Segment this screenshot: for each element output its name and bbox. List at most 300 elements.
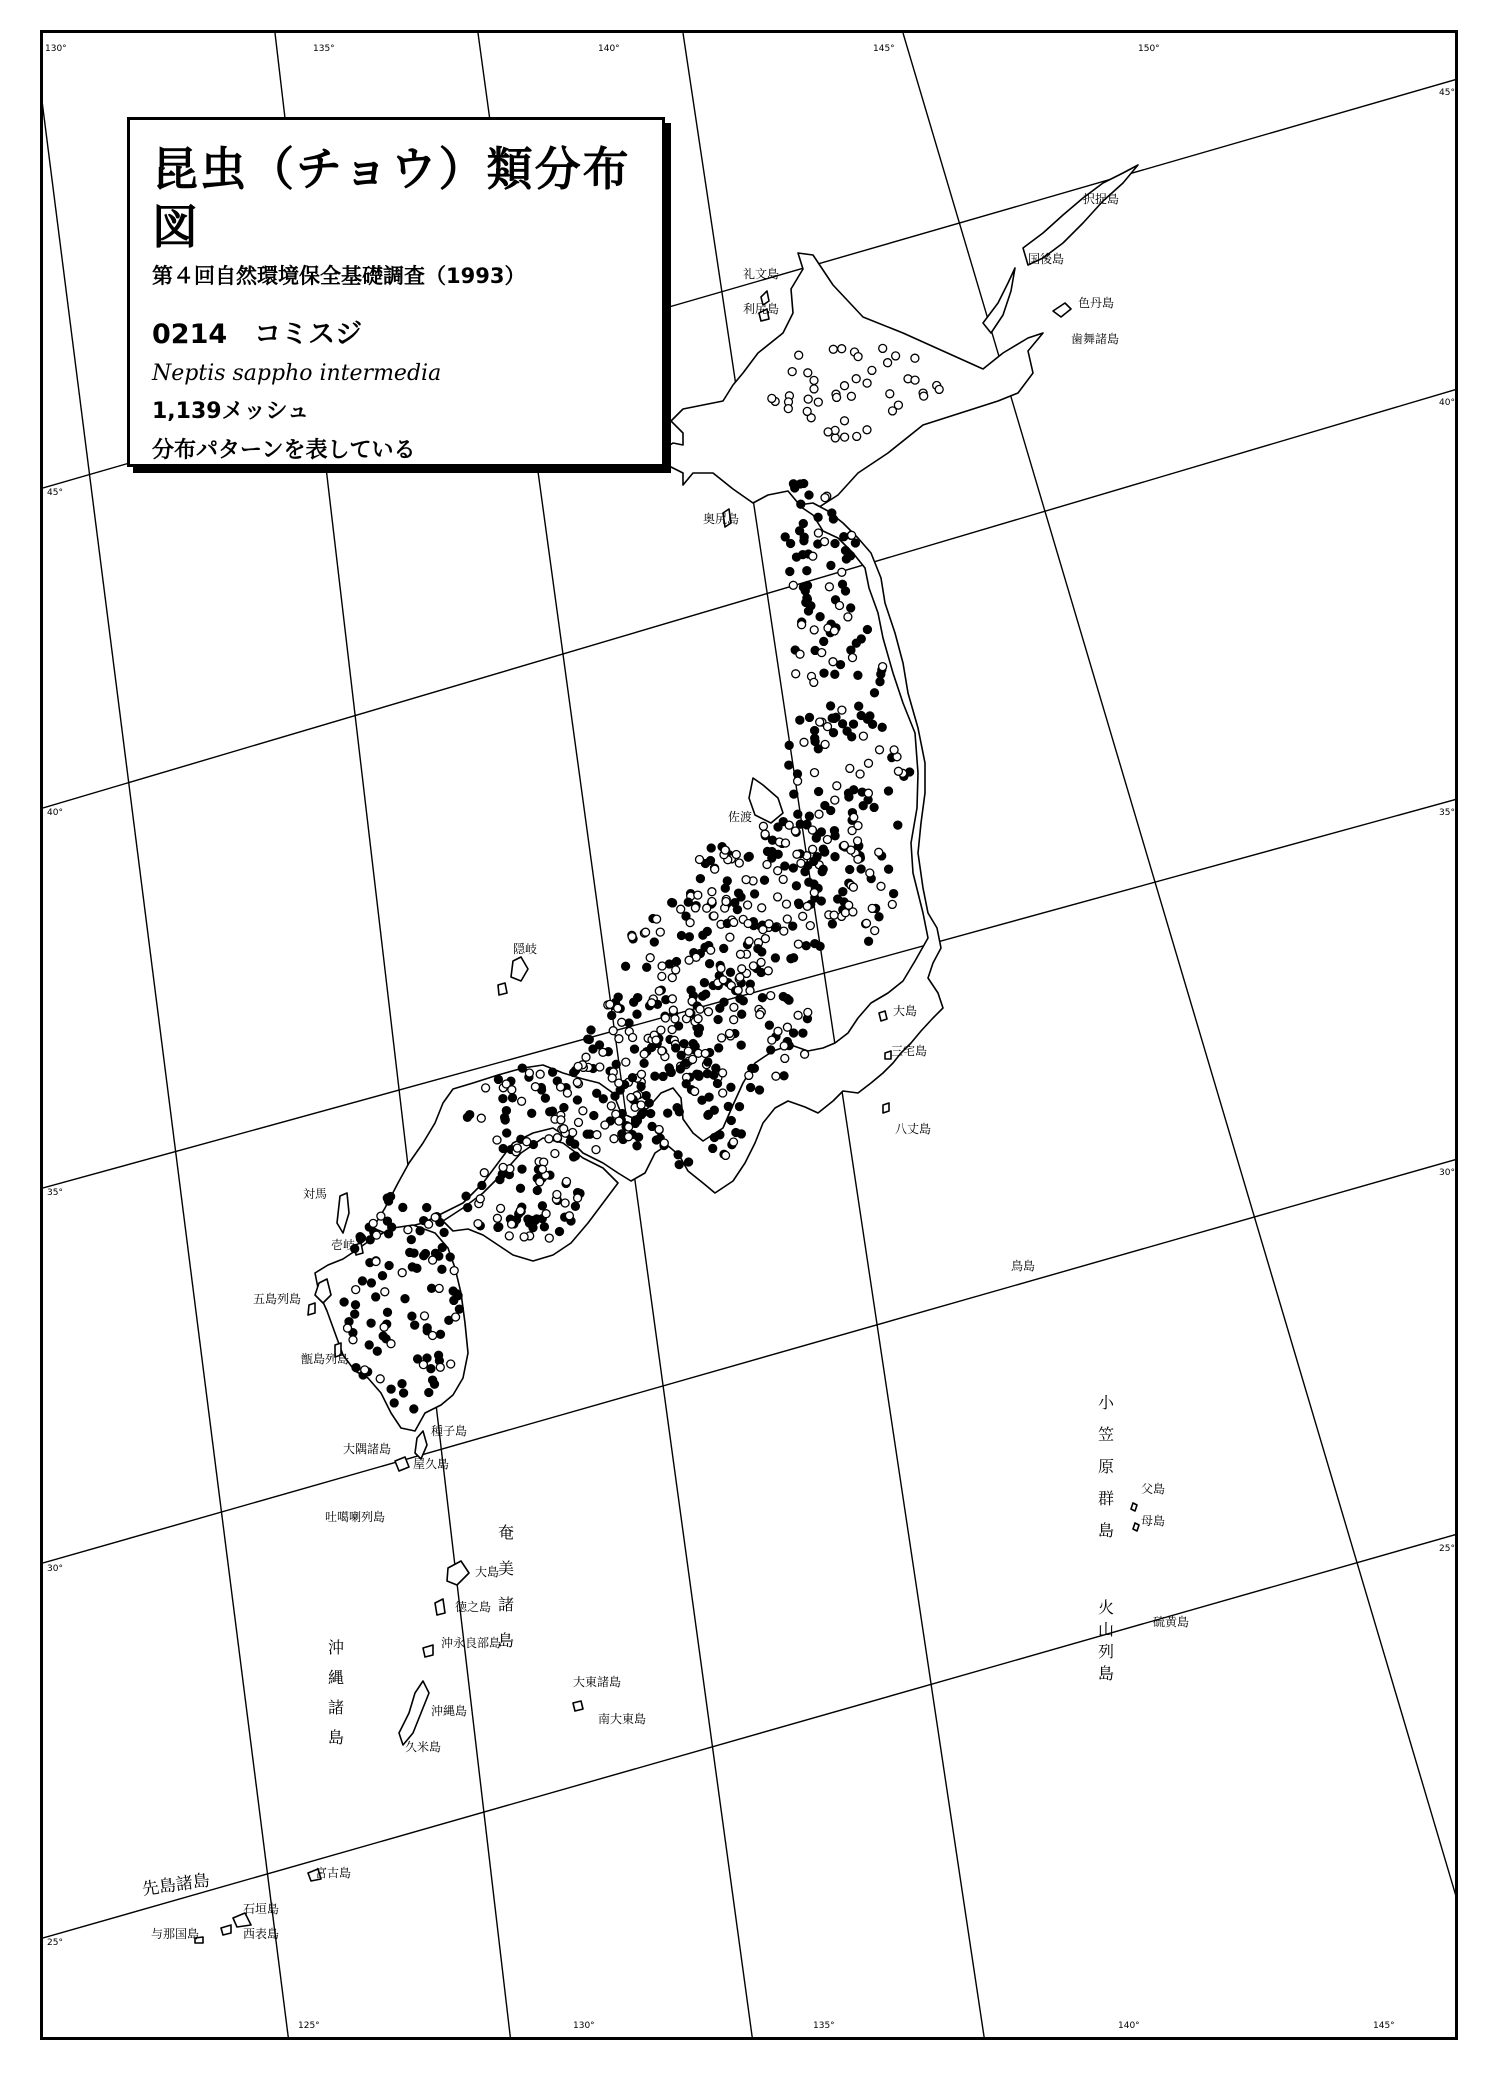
place-label-koshiki: 甑島列島	[301, 1352, 350, 1366]
filled-dot	[387, 1385, 395, 1393]
filled-dot	[400, 1389, 408, 1397]
filled-dot	[365, 1341, 373, 1349]
open-dot	[732, 851, 740, 859]
open-dot	[361, 1366, 369, 1374]
open-dot	[830, 911, 838, 919]
open-dot	[765, 920, 773, 928]
filled-dot	[398, 1380, 406, 1388]
survey-name: 第４回自然環境保全基礎調査（1993）	[152, 264, 526, 288]
open-dot	[637, 1101, 645, 1109]
open-dot	[685, 1009, 693, 1017]
open-dot	[717, 964, 725, 972]
filled-dot	[440, 1228, 448, 1236]
filled-dot	[758, 994, 766, 1002]
place-label-oshima_izu: 大島	[893, 1004, 918, 1018]
open-dot	[792, 670, 800, 678]
open-dot	[450, 1267, 458, 1275]
open-dot	[780, 927, 788, 935]
top-longitude-label: 140°	[598, 44, 620, 54]
filled-dot	[789, 922, 797, 930]
open-dot	[864, 789, 872, 797]
filled-dot	[863, 626, 871, 634]
open-dot	[352, 1286, 360, 1294]
filled-dot	[803, 567, 811, 575]
open-dot	[684, 1047, 692, 1055]
place-label-tokara: 吐噶喇列島	[325, 1510, 386, 1524]
open-dot	[795, 351, 803, 359]
open-dot	[809, 552, 817, 560]
open-dot	[726, 1029, 734, 1037]
filled-dot	[736, 1103, 744, 1111]
open-dot	[553, 1134, 561, 1142]
open-dot	[788, 368, 796, 376]
open-dot	[779, 875, 787, 883]
open-dot	[774, 893, 782, 901]
place-label-kunashiri: 国後島	[1028, 252, 1065, 266]
open-dot	[574, 1062, 582, 1070]
open-dot	[551, 1150, 559, 1158]
open-dot	[821, 494, 829, 502]
filled-dot	[680, 1040, 688, 1048]
open-dot	[838, 706, 846, 714]
filled-dot	[423, 1204, 431, 1212]
open-dot	[545, 1234, 553, 1242]
place-label-miyake: 三宅島	[891, 1044, 928, 1058]
filled-dot	[431, 1380, 439, 1388]
filled-dot	[509, 1094, 517, 1102]
open-dot	[520, 1233, 528, 1241]
open-dot	[847, 846, 855, 854]
filled-dot	[799, 551, 807, 559]
filled-dot	[556, 1228, 564, 1236]
place-label-hahajima: 母島	[1141, 1514, 1166, 1528]
island-oki	[498, 957, 528, 995]
parallel-line	[43, 1158, 1458, 1563]
open-dot	[599, 1048, 607, 1056]
open-dot	[849, 654, 857, 662]
filled-dot	[634, 994, 642, 1002]
open-dot	[668, 974, 676, 982]
open-dot	[876, 746, 884, 754]
filled-dot	[411, 1321, 419, 1329]
open-dot	[596, 1063, 604, 1071]
open-dot	[696, 1005, 704, 1013]
filled-dot	[571, 1140, 579, 1148]
filled-dot	[478, 1181, 486, 1189]
place-label-yakushima: 屋久島	[413, 1457, 450, 1471]
filled-dot	[587, 1026, 595, 1034]
open-dot	[536, 1070, 544, 1078]
filled-dot	[672, 1044, 680, 1052]
filled-dot	[352, 1301, 360, 1309]
open-dot	[730, 1003, 738, 1011]
filled-dot	[387, 1193, 395, 1201]
filled-dot	[890, 890, 898, 898]
place-label-amami-group: 奄美諸島	[498, 1523, 515, 1650]
filled-dot	[540, 1223, 548, 1231]
filled-dot	[847, 646, 855, 654]
open-dot	[734, 986, 742, 994]
filled-dot	[526, 1219, 534, 1227]
filled-dot	[751, 890, 759, 898]
filled-dot	[589, 1045, 597, 1053]
open-dot	[783, 1023, 791, 1031]
filled-dot	[571, 1152, 579, 1160]
filled-dot	[720, 998, 728, 1006]
open-dot	[425, 1220, 433, 1228]
filled-dot	[790, 790, 798, 798]
open-dot	[628, 933, 636, 941]
filled-dot	[643, 963, 651, 971]
filled-dot	[518, 1165, 526, 1173]
filled-dot	[828, 920, 836, 928]
open-dot	[718, 1034, 726, 1042]
filled-dot	[352, 1364, 360, 1372]
filled-dot	[379, 1332, 387, 1340]
filled-dot	[774, 850, 782, 858]
filled-dot	[857, 635, 865, 643]
open-dot	[767, 992, 775, 1000]
place-label-okinawa: 沖縄島	[431, 1704, 468, 1718]
filled-dot	[593, 1089, 601, 1097]
filled-dot	[846, 866, 854, 874]
open-dot	[668, 1026, 676, 1034]
open-dot	[780, 1042, 788, 1050]
open-dot	[768, 1036, 776, 1044]
filled-dot	[351, 1310, 359, 1318]
open-dot	[868, 366, 876, 374]
open-dot	[553, 1191, 561, 1199]
map-frame	[40, 30, 1458, 2040]
filled-dot	[714, 1016, 722, 1024]
open-dot	[831, 796, 839, 804]
filled-dot	[494, 1075, 502, 1083]
open-dot	[431, 1213, 439, 1221]
open-dot	[911, 376, 919, 384]
filled-dot	[817, 897, 825, 905]
filled-dot	[700, 979, 708, 987]
open-dot	[749, 962, 757, 970]
filled-dot	[423, 1324, 431, 1332]
open-dot	[609, 1027, 617, 1035]
open-dot	[853, 432, 861, 440]
filled-dot	[696, 875, 704, 883]
filled-dot	[842, 555, 850, 563]
place-label-minami_daito: 南大東島	[598, 1712, 647, 1726]
open-dot	[373, 1231, 381, 1239]
filled-dot	[410, 1405, 418, 1413]
open-dot	[738, 965, 746, 973]
open-dot	[783, 900, 791, 908]
filled-dot	[668, 899, 676, 907]
open-dot	[505, 1232, 513, 1240]
filled-dot	[799, 520, 807, 528]
open-dot	[419, 1361, 427, 1369]
filled-dot	[573, 1096, 581, 1104]
filled-dot	[673, 958, 681, 966]
open-dot	[816, 718, 824, 726]
filled-dot	[795, 899, 803, 907]
place-label-okushiri: 奥尻島	[703, 512, 740, 526]
open-dot	[798, 621, 806, 629]
open-dot	[737, 950, 745, 958]
open-dot	[764, 967, 772, 975]
open-dot	[436, 1363, 444, 1371]
top-longitude-label: 150°	[1138, 44, 1160, 54]
place-label-kume: 久米島	[405, 1740, 442, 1754]
filled-dot	[721, 884, 729, 892]
filled-dot	[813, 853, 821, 861]
filled-dot	[842, 547, 850, 555]
open-dot	[691, 1087, 699, 1095]
open-dot	[658, 972, 666, 980]
map-title: 昆虫（チョウ）類分布図	[152, 142, 631, 254]
legend-box	[127, 117, 665, 467]
bottom-longitude-label: 130°	[573, 2021, 595, 2031]
open-dot	[694, 891, 702, 899]
open-dot	[707, 946, 715, 954]
filled-dot	[805, 491, 813, 499]
open-dot	[708, 888, 716, 896]
open-dot	[610, 1135, 618, 1143]
right-latitude-label: 40°	[1439, 398, 1455, 408]
open-dot	[763, 861, 771, 869]
filled-dot	[818, 868, 826, 876]
open-dot	[452, 1313, 460, 1321]
filled-dot	[737, 1041, 745, 1049]
mesh-count: 1,139メッシュ	[152, 399, 310, 424]
open-dot	[536, 1178, 544, 1186]
filled-dot	[736, 995, 744, 1003]
place-label-shikotan: 色丹島	[1078, 296, 1115, 310]
island-daito	[573, 1701, 583, 1711]
open-dot	[810, 626, 818, 634]
open-dot	[658, 1047, 666, 1055]
filled-dot	[611, 1092, 619, 1100]
island-ogasawara	[1131, 1503, 1139, 1531]
filled-dot	[829, 515, 837, 523]
open-dot	[652, 1036, 660, 1044]
filled-dot	[720, 944, 728, 952]
filled-dot	[455, 1305, 463, 1313]
bottom-longitude-label: 140°	[1118, 2021, 1140, 2031]
filled-dot	[453, 1290, 461, 1298]
open-dot	[830, 627, 838, 635]
filled-dot	[639, 1109, 647, 1117]
filled-dot	[791, 484, 799, 492]
open-dot	[721, 846, 729, 854]
filled-dot	[855, 702, 863, 710]
open-dot	[838, 568, 846, 576]
filled-dot	[438, 1265, 446, 1273]
open-dot	[886, 390, 894, 398]
filled-dot	[705, 1093, 713, 1101]
open-dot	[344, 1324, 352, 1332]
open-dot	[866, 869, 874, 877]
open-dot	[660, 1139, 668, 1147]
open-dot	[661, 1014, 669, 1022]
filled-dot	[408, 1312, 416, 1320]
filled-dot	[673, 1104, 681, 1112]
left-latitude-label: 25°	[47, 1938, 63, 1948]
filled-dot	[499, 1095, 507, 1103]
open-dot	[800, 738, 808, 746]
right-latitude-label: 35°	[1439, 808, 1455, 818]
scientific-name: Neptis sappho intermedia	[152, 361, 442, 386]
filled-dot	[494, 1223, 502, 1231]
open-dot	[381, 1288, 389, 1296]
filled-dot	[767, 1046, 775, 1054]
filled-dot	[785, 761, 793, 769]
open-dot	[797, 859, 805, 867]
open-dot	[846, 764, 854, 772]
open-dot	[774, 1027, 782, 1035]
open-dot	[782, 839, 790, 847]
open-dot	[380, 1323, 388, 1331]
filled-dot	[385, 1262, 393, 1270]
filled-dot	[612, 1060, 620, 1068]
open-dot	[477, 1114, 485, 1122]
filled-dot	[800, 480, 808, 488]
filled-dot	[876, 678, 884, 686]
bottom-longitude-label: 125°	[298, 2021, 320, 2031]
island-tsushima	[337, 1193, 349, 1233]
open-dot	[911, 354, 919, 362]
open-dot	[865, 759, 873, 767]
open-dot	[656, 928, 664, 936]
filled-dot	[875, 913, 883, 921]
open-dot	[579, 1107, 587, 1115]
filled-dot	[797, 500, 805, 508]
open-dot	[854, 837, 862, 845]
open-dot	[657, 1026, 665, 1034]
filled-dot	[747, 1084, 755, 1092]
open-dot	[508, 1220, 516, 1228]
place-label-tokunoshima: 徳之島	[455, 1600, 492, 1614]
filled-dot	[785, 741, 793, 749]
place-label-tanegashima: 種子島	[431, 1424, 468, 1438]
filled-dot	[854, 671, 862, 679]
filled-dot	[406, 1248, 414, 1256]
open-dot	[841, 382, 849, 390]
open-dot	[557, 1116, 565, 1124]
island-shikotan	[1053, 303, 1071, 317]
open-dot	[804, 1008, 812, 1016]
filled-dot	[699, 992, 707, 1000]
open-dot	[781, 1054, 789, 1062]
filled-dot	[533, 1187, 541, 1195]
open-dot	[625, 1123, 633, 1131]
open-dot	[850, 813, 858, 821]
filled-dot	[710, 1071, 718, 1079]
filled-dot	[446, 1253, 454, 1261]
filled-dot	[407, 1236, 415, 1244]
open-dot	[573, 1078, 581, 1086]
filled-dot	[850, 720, 858, 728]
filled-dot	[864, 715, 872, 723]
open-dot	[655, 1126, 663, 1134]
open-dot	[793, 850, 801, 858]
open-dot	[398, 1269, 406, 1277]
open-dot	[719, 976, 727, 984]
open-dot	[686, 919, 694, 927]
filled-dot	[845, 789, 853, 797]
filled-dot	[771, 954, 779, 962]
open-dot	[525, 1069, 533, 1077]
open-dot	[761, 935, 769, 943]
pattern-note: 分布パターンを表している	[152, 438, 416, 463]
open-dot	[538, 1165, 546, 1173]
place-label-sado: 佐渡	[728, 810, 753, 824]
open-dot	[447, 1360, 455, 1368]
open-dot	[730, 1138, 738, 1146]
open-dot	[372, 1258, 380, 1266]
filled-dot	[437, 1330, 445, 1338]
open-dot	[809, 845, 817, 853]
filled-dot	[384, 1308, 392, 1316]
open-dot	[884, 359, 892, 367]
filled-dot	[744, 853, 752, 861]
open-dot	[563, 1089, 571, 1097]
filled-dot	[614, 993, 622, 1001]
open-dot	[735, 859, 743, 867]
place-label-hachijo: 八丈島	[895, 1122, 932, 1136]
open-dot	[561, 1199, 569, 1207]
open-dot	[863, 919, 871, 927]
open-dot	[794, 1011, 802, 1019]
filled-dot	[633, 1142, 641, 1150]
filled-dot	[652, 1136, 660, 1144]
filled-dot	[659, 1072, 667, 1080]
filled-dot	[356, 1233, 364, 1241]
filled-dot	[837, 661, 845, 669]
place-label-ishigaki: 石垣島	[243, 1902, 280, 1916]
open-dot	[480, 1169, 488, 1177]
open-dot	[625, 1133, 633, 1141]
filled-dot	[774, 823, 782, 831]
left-latitude-label: 45°	[47, 488, 63, 498]
filled-dot	[651, 1072, 659, 1080]
filled-dot	[622, 962, 630, 970]
open-dot	[838, 345, 846, 353]
filled-dot	[758, 948, 766, 956]
filled-dot	[633, 1010, 641, 1018]
filled-dot	[800, 537, 808, 545]
open-dot	[845, 901, 853, 909]
open-dot	[691, 904, 699, 912]
open-dot	[859, 732, 867, 740]
place-label-sakishima: 先島諸島	[140, 1870, 212, 1900]
open-dot	[804, 395, 812, 403]
open-dot	[875, 848, 883, 856]
open-dot	[841, 433, 849, 441]
open-dot	[841, 417, 849, 425]
open-dot	[848, 531, 856, 539]
open-dot	[565, 1212, 573, 1220]
open-dot	[677, 905, 685, 913]
open-dot	[811, 769, 819, 777]
open-dot	[818, 649, 826, 657]
filled-dot	[637, 1082, 645, 1090]
filled-dot	[842, 587, 850, 595]
open-dot	[614, 1004, 622, 1012]
filled-dot	[796, 716, 804, 724]
filled-dot	[699, 931, 707, 939]
open-dot	[563, 1178, 571, 1186]
open-dot	[829, 345, 837, 353]
open-dot	[730, 918, 738, 926]
filled-dot	[865, 937, 873, 945]
